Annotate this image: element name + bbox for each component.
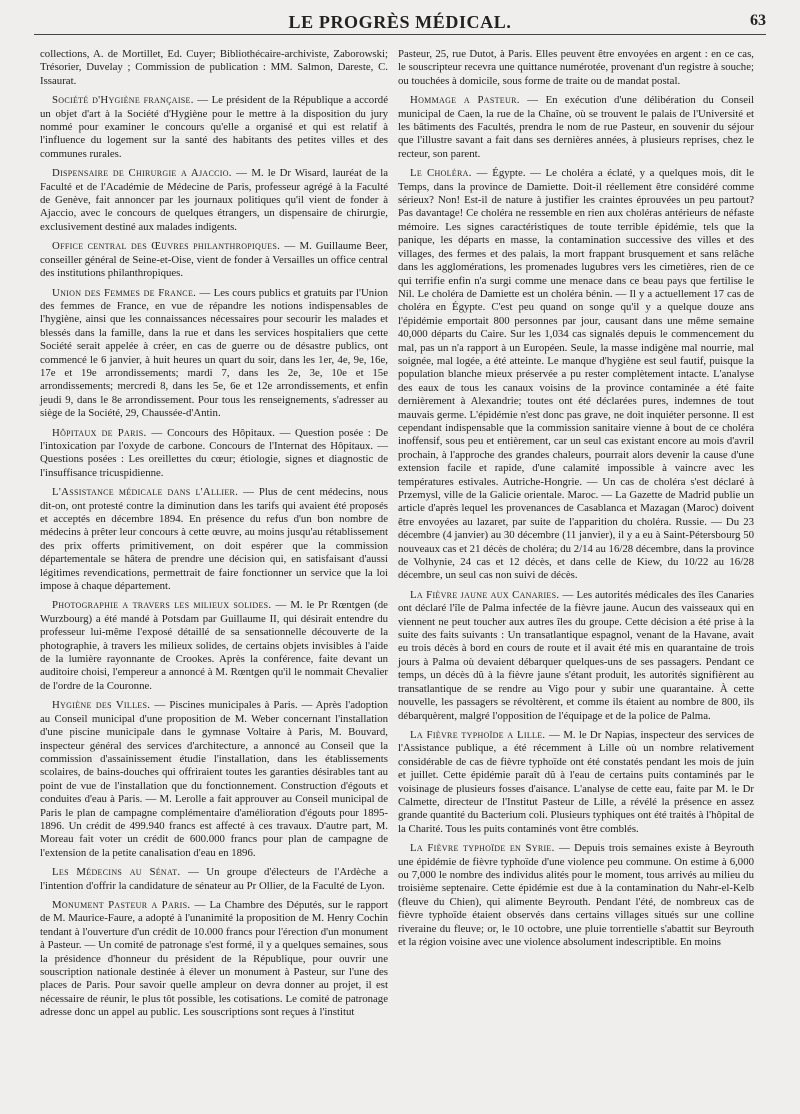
news-item: Office central des Œuvres philanthropiques. — M. Guillaume Beer, conseiller général de Seine-et-Oise, vient de fonder à Versailles un office central des institutions philanthropiques. <box>40 240 389 280</box>
right-column <box>398 48 754 955</box>
news-item: Hygiène des Villes. — Piscines municipales à Paris. — Après l'adoption au Conseil municipal d'une proposition de M. Weber concernant l'installation d'une piscine municipale dans le gymnase Voltaire à Paris, M. Bouvard, inspecteur général des services d'architecture, a annoncé au Conseil que la commission d'assainissement étudie l'installation, dans les établissements scolaires, de bains-douches qui offriraient toutes les garanties désirables tant au point de vue de l'installation que du fonctionnement. Construction d'égouts et conduites d'eau à Paris. — M. Lerolle a fait approuver au Conseil municipal de Paris le plan de campagne complémentaire d'amélioration d'égouts pour 1895-1896. Un crédit de 499.940 francs est affecté à ces travaux. D'autre part, M. Moreau fait voter un crédit de 600.000 francs pour plan de campagne de l'extension de la petite canalisation d'eau en 1896. <box>40 699 388 859</box>
news-item: La Fièvre typhoïde a Lille. — M. le Dr Napias, inspecteur des services de l'Assistance publique, a été récemment à Lille où un nombre relativement considérable de cas de fièvre typhoïde ont été constatés pendant les mois de juin et juillet. Cette épidémie paraît dû à l'eau de certains puits contaminés par le voisinage de plusieurs fosses d'aisance. L'analyse de cette eau, faite par M. le Dr Calmette, directeur de l'Institut Pasteur de Lille, a révélé la présence en assez grande quantité du Bacterium coli. Plusieurs typhiques ont été traités à l'hôpital de la Charité. Tous les puits contaminés vont être comblés. <box>398 728 754 835</box>
news-item: Hôpitaux de Paris. — Concours des Hôpitaux. — Question posée : De l'intoxication par l'oxyde de carbone. Concours de l'Internat des Hôpitaux. — Questions posées : Les oreillettes du cœur; étiologie, signes et diagnostic de l'insuffisance tricuspidienne. <box>40 426 388 479</box>
news-item: La Fièvre typhoïde en Syrie. — Depuis trois semaines existe à Beyrouth une épidémie de fièvre typhoïde d'une violence peu commune. On estime à 6,000 ou 7,000 le nombre des individus alités pour le moment, tous arrivés au milieu du troisième septenaire. Cette épidémie est due à la contamination du Nahr-el-Kelb (fleuve du Chien), qui alimente Beyrouth. Pendant l'été, de nombreux cas de fièvre typhoïde étaient observés dans certains villages situés sur une colline riveraine du fleuve; or, le 10 octobre, une pluie torrentielle s'abattit sur Beyrouth et la région voisine avec une violence absolument indescriptible. En moins <box>398 842 755 948</box>
news-item: Pasteur, 25, rue Dutot, à Paris. Elles peuvent être envoyées en argent : en ce cas, le souscripteur recevra une quittance numérotée, provenant d'un registre à souche; ou touchées à domicile, sous forme de traite ou de mandat postal. <box>398 48 754 87</box>
news-item: L'Assistance médicale dans l'Allier. — Plus de cent médecins, nous dit-on, ont protesté contre la diminution dans les tarifs qui avaient été proposés et acceptés en décembre 1894. En présence du refus d'un bon nombre de médecins à prêter leur concours à cette œuvre, au moins jusqu'au rétablissement des prix offerts primitivement, on doit espérer que la commission départementale se hâtera de prendre une décision qui, en satisfaisant d'aussi légitimes revendications, permettrait de faire fonctionner un service que la loi impose à chaque département. <box>40 486 388 593</box>
news-item: Hommage a Pasteur. — En exécution d'une délibération du Conseil municipal de Caen, la rue de la Chaîne, où se trouvent le palais de l'Université et les bâtiments des Facultés, prendra le nom de rue Pasteur, en souvenir du séjour que l'illustre savant a fait dans ses dernières années, à plusieurs reprises, chez le recteur, son parent. <box>398 94 754 160</box>
news-item: Société d'Hygiène française. — Le président de la République a accordé un objet d'art à la Société d'Hygiène pour le mettre à la disposition du jury nommé pour examiner le concours qu'elle a organisé et qui est relatif à l'influence du logement sur la santé des habitants des petites villes et des communes rurales. <box>40 94 388 160</box>
news-item: collections, A. de Mortillet, Ed. Cuyer; Bibliothécaire-archiviste, Zaborowski; Trésorier, Duvelay ; Commission de publication : MM. Salmon, Dareste, C. Issaurat. <box>40 48 388 87</box>
news-item: Les Médecins au Sénat. — Un groupe d'électeurs de l'Ardèche a l'intention d'offrir la candidature de sénateur au Pr Ollier, de la Faculté de Lyon. <box>40 866 388 892</box>
news-item: Union des Femmes de France. — Les cours publics et gratuits par l'Union des femmes de France, en vue de répandre les notions indispensables de l'hygiène, ainsi que les connaissances nécessaires pour secourir les malades et blessés dans la famille, dans la rue et dans les services hospitaliers que cette Société serait appelée à créer, en cas de guerre ou de désastre publics, ont commencé le 6 janvier, à huit heures un quart du soir, dans les 1er, 4e, 9e, 16e, 17e et 19e arrondissements; mardi 7, dans les 2e, 3e, 10e et 15e arrondissements; mercredi 8, dans les 5e, 6e et 12e arrondissements, et enfin jeudi 9, dans le 8e arrondissement. Pour tous les renseignements, s'adresser au siège de la Société, 29, Chaussée-d'Antin. <box>40 286 388 420</box>
page-header <box>34 8 766 35</box>
page-number: 63 <box>750 12 766 29</box>
news-item: Le Choléra. — Égypte. — Le choléra a éclaté, y a quelques mois, dit le Temps, dans la province de Damiette. Doit-il réellement être considéré comme sérieux? Non! Est-il de nature à justifier les craintes éprouvées un peu partout? Pas davantage! Ce choléra ne ressemble en rien aux choléras antérieurs de néfaste mémoire. Les signes caractéristiques de toute terrible épidémie, tels que la panique, les départs en masse, la contamination successive des villes et des villages, des fermes et des palais, la mort frappant brusquement et sans relâche dans les agglomérations, les promenades lugubres vers les cimetières, rien de ce qui terrifie enfin n'a surgi comme une menace dans ce beau pays que fertilise le Nil. Le choléra de Damiette est un choléra bénin. — Il y a actuellement 17 cas de choléra en Égypte. C'est peu quand on songe qu'il y a quelque douze ans l'épidémie emportait 800 personnes par jour, causant dans une même semaine 40,000 départs du Caire. Sur les 1,034 cas signalés depuis le commencement du mal, pas un n'a rapport à un Européen. Seule, la masse indigène mal nourrie, mal soignée, mal logée, a été atteinte. Le manque d'hygiène est seul fautif, puisque la population blanche mieux préservée a pu rester complètement intacte. L'analyse des eaux de tous les canaux voisins de la province contaminée a été faite dernièrement à Alexandrie; toutes ont été déclarées pures, indemnes de tout mauvais germe. L'épidémie n'est donc pas grave, ne doit inquiéter personne. Il est cependant indispensable que la commission sanitaire vienne à bout de ce choléra inoffensif, sous peu et entièrement, car un seul cas existant encore au mois d'avril prochain, à l'approche des grandes chaleurs, pourrait alors devenir la cause d'une extension facile et rapide, d'une calamité impossible à vaincre avec les températures estivales. Autriche-Hongrie. — Un cas de choléra s'est déclaré à Przemysl, ville de la Galicie orientale. Maroc. — La Gazette de Madrid publie un article d'après lequel les provenances de Casablanca et Mazagan (Maroc) doivent être envoyées au lazaret, par suite de l'apparition du choléra. Russie. — Du 23 décembre (4 janvier) au 30 décembre (11 janvier), il y a eu à Saint-Pétersbourg 50 nouveaux cas et 21 décès de choléra; du 2/14 au 16/28 décembre, dans la province de Volhynie, 24 cas et 12 décès, et dans celle de Kiew, du 10/22 au 16/28 décembre, un seul cas non suivi de décès. <box>398 167 754 582</box>
news-item: La Fièvre jaune aux Canaries. — Les autorités médicales des îles Canaries ont déclaré l'île de Palma infectée de la fièvre jaune. Aucun des vaisseaux qui en viennent ne peut toucher aux autres îles du groupe. Cette décision a été prise à la suite des faits suivants : Un transatlantique espagnol, venant de la Havane, avait eu trois décès à bord en cours de route et il avait été mis en quarantaine de trois jours à Palma où devaient débarquer quelques-uns de ses passagers. Pendant ce temps, un décès dû à la fièvre jaune s'étant produit, les autorités signifièrent au transatlantique de se rendre au Vigo pour y subir une quarantaine. À cette nouvelle, les passagers se révoltèrent, et comme ils étaient au nombre de 800, ils débarquèrent, malgré l'opposition de l'équipage et de la police de Palma. <box>398 588 754 722</box>
left-column <box>40 48 388 1026</box>
news-item: Dispensaire de Chirurgie a Ajaccio. — M. le Dr Wisard, lauréat de la Faculté et de l'Académie de Médecine de Paris, professeur agrégé à la Faculté de Genève, fait annoncer par les journaux politiques qu'il vient de fonder à Ajaccio, avec le concours de quelques étrangers, un dispensaire de chirurgie, exclusivement destiné aux malades indigents. <box>40 167 388 233</box>
news-item: Monument Pasteur a Paris. — La Chambre des Députés, sur le rapport de M. Maurice-Faure, a adopté à l'unanimité la proposition de M. Henry Cochin tendant à l'ouverture d'un crédit de 10.000 francs pour l'érection d'un monument à Pasteur. — Un comité de patronage s'est formé, il y a quelques semaines, sous la présidence d'honneur du président de la République, pour ouvrir une souscription nationale destinée à élever un monument à Pasteur, sur l'une des places de Paris. Pour savoir quelle ampleur on devra donner au projet, il est nécessaire de réunir, le plus tôt possible, les cotisations. Le comité de patronage adresse donc un appel au public. Les souscriptions sont reçues à l'institut <box>40 898 388 1019</box>
running-title: LE PROGRÈS MÉDICAL. <box>288 12 512 32</box>
news-item: Photographie a travers les milieux solides. — M. le Pr Rœntgen (de Wurzbourg) a été mandé à Potsdam par Guillaume II, qui désirait entendre du professeur lui-même l'exposé détaillé de sa sensationnelle découverte de la photographie, à travers les milieux solides, de certains objets invisibles à l'aide de la lumière rayonnante de Crookes. Après la conférence, faite devant un auditoire choisi, l'empereur a annoncé à M. Rœntgen qu'il le nommait Chevalier de l'ordre de la Couronne. <box>40 599 388 692</box>
